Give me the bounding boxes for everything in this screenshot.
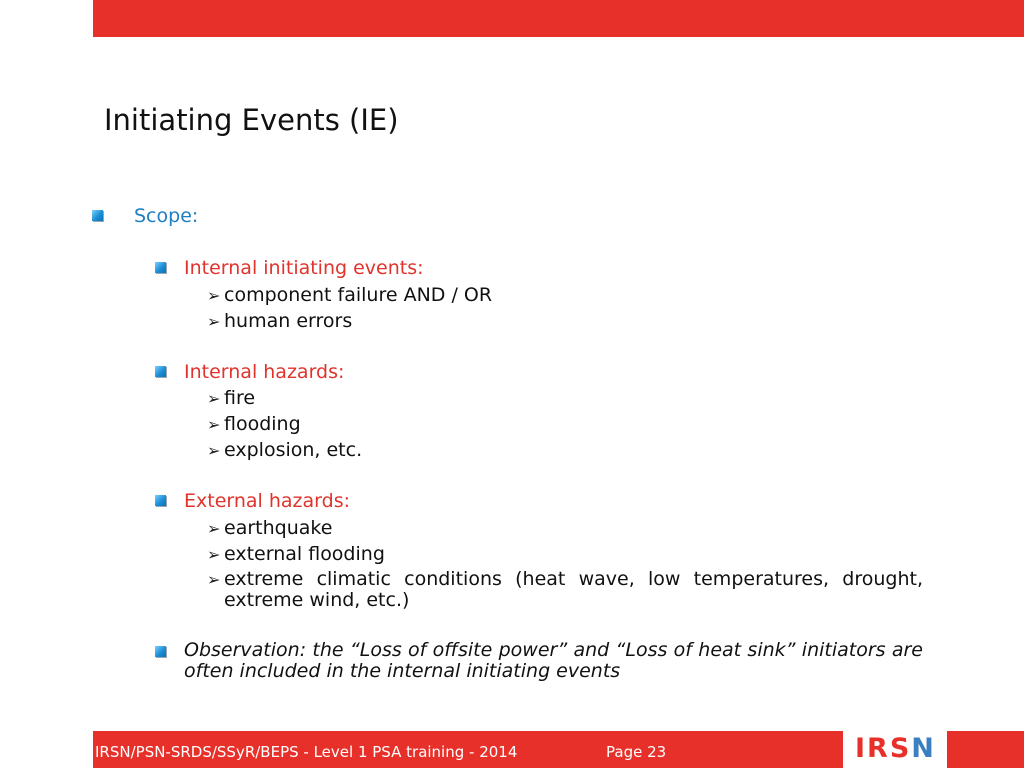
list-item: ➢ explosion, etc. bbox=[207, 439, 363, 461]
square-bullet-icon bbox=[155, 262, 166, 273]
list-item: ➢ fire bbox=[207, 387, 256, 409]
list-item: ➢ extreme climatic conditions (heat wave, low temperatures, drought, extreme wind, etc.) bbox=[207, 568, 923, 611]
logo-last-letter: N bbox=[911, 733, 936, 764]
arrow-bullet-icon: ➢ bbox=[207, 286, 221, 305]
list-item: ➢ flooding bbox=[207, 413, 301, 435]
arrow-bullet-icon: ➢ bbox=[207, 441, 221, 460]
list-item: ➢ component failure AND / OR bbox=[207, 284, 493, 306]
observation-note: Observation: the “Loss of offsite power” and “Loss of heat sink” initiators are often included in the internal initiating events bbox=[184, 639, 923, 682]
slide-title: Initiating Events (IE) bbox=[104, 103, 399, 137]
internal-ie-heading: Internal initiating events: bbox=[184, 257, 424, 279]
scope-label: Scope: bbox=[134, 205, 199, 227]
footer-text: IRSN/PSN-SRDS/SSyR/BEPS - Level 1 PSA training - 2014 bbox=[95, 743, 518, 761]
square-bullet-icon bbox=[155, 646, 166, 657]
arrow-bullet-icon: ➢ bbox=[207, 570, 221, 589]
list-item: ➢ external flooding bbox=[207, 543, 385, 565]
irsn-logo bbox=[855, 733, 936, 765]
arrow-bullet-icon: ➢ bbox=[207, 389, 221, 408]
square-bullet-icon bbox=[92, 210, 103, 221]
list-item: ➢ human errors bbox=[207, 310, 353, 332]
square-bullet-icon bbox=[155, 366, 166, 377]
arrow-bullet-icon: ➢ bbox=[207, 545, 221, 564]
list-item: ➢ earthquake bbox=[207, 517, 333, 539]
external-hazards-heading: External hazards: bbox=[184, 490, 351, 512]
arrow-bullet-icon: ➢ bbox=[207, 312, 221, 331]
page-number: Page 23 bbox=[606, 743, 667, 761]
internal-hazards-heading: Internal hazards: bbox=[184, 361, 345, 383]
arrow-bullet-icon: ➢ bbox=[207, 415, 221, 434]
logo-main-text: IRS bbox=[855, 733, 912, 764]
square-bullet-icon bbox=[155, 495, 166, 506]
arrow-bullet-icon: ➢ bbox=[207, 519, 221, 538]
